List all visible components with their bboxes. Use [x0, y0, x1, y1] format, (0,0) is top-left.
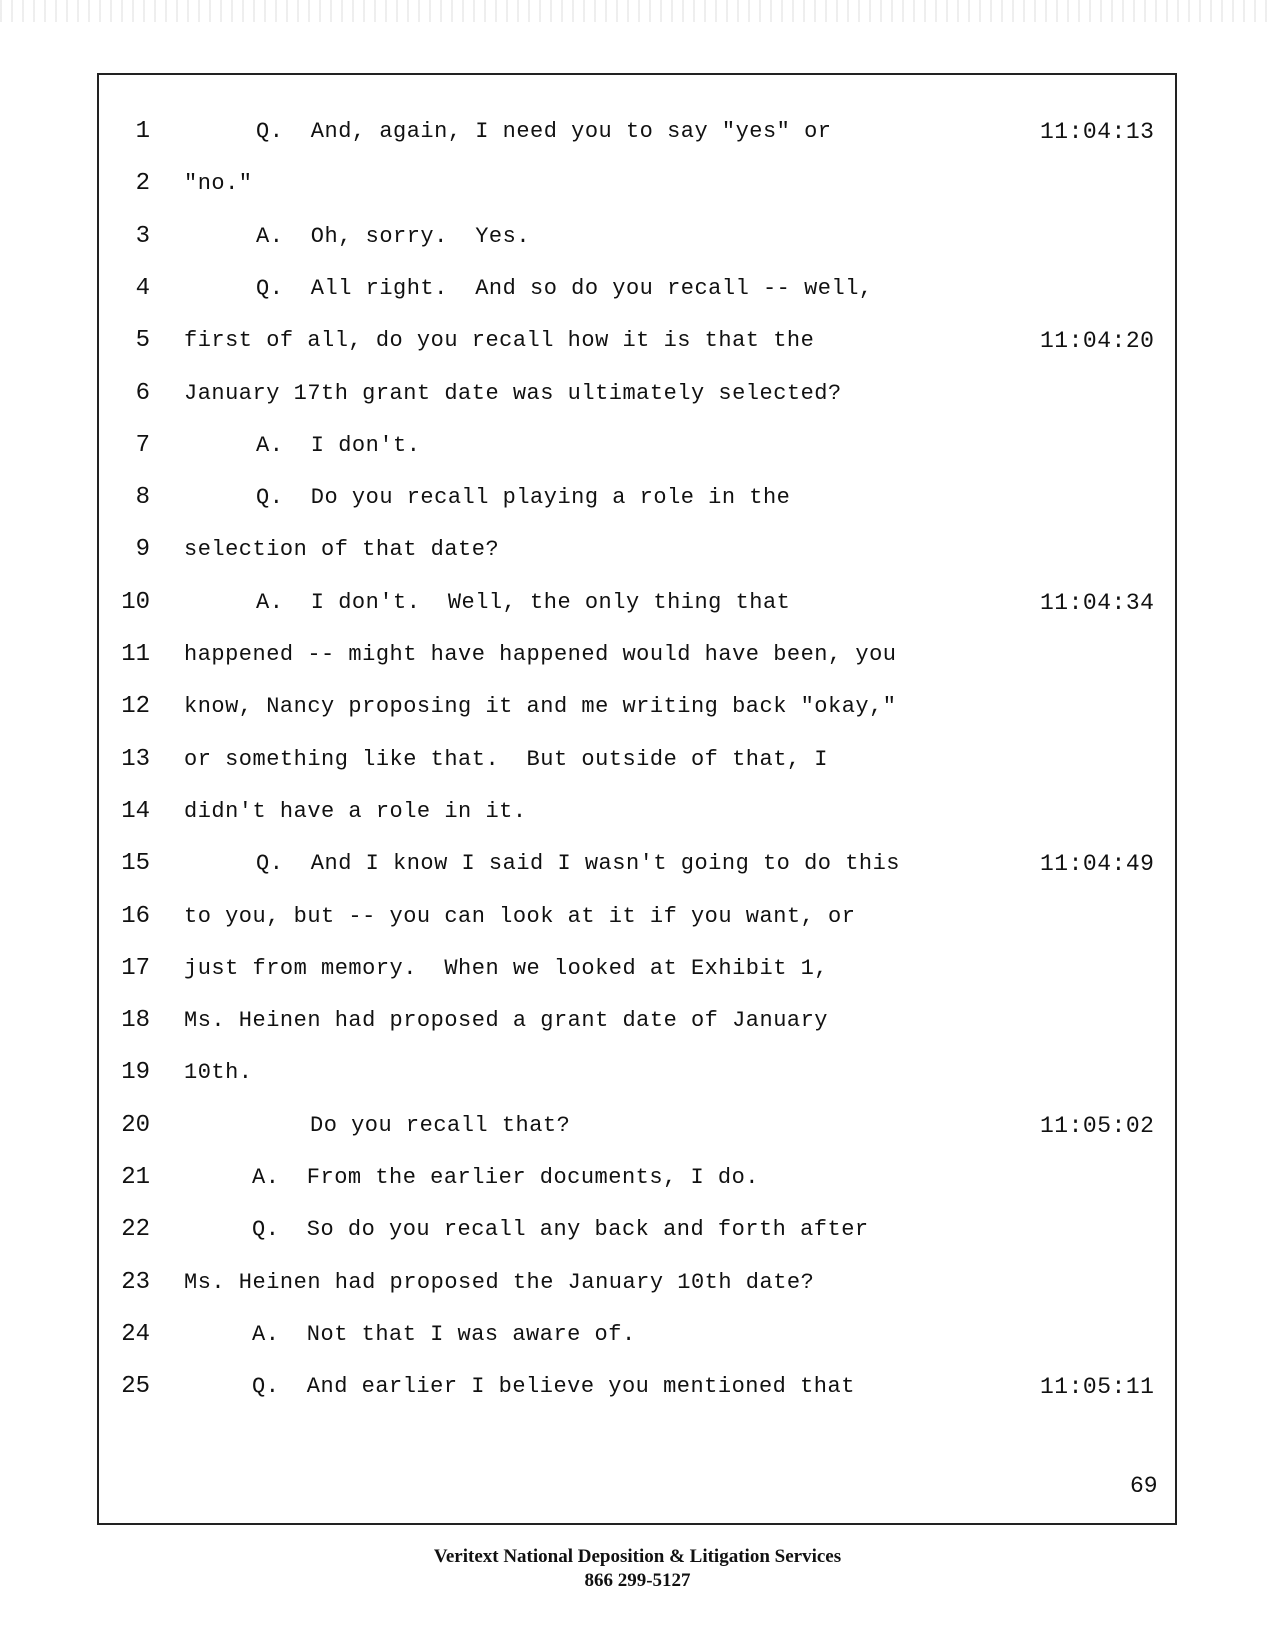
line-text: January 17th grant date was ultimately selected? — [184, 381, 842, 406]
line-text: A. Oh, sorry. Yes. — [256, 224, 531, 249]
line-text: 10th. — [184, 1060, 253, 1085]
line-number: 15 — [121, 850, 150, 877]
line-text: selection of that date? — [184, 537, 500, 562]
transcript-line — [0, 1162, 1275, 1202]
line-text: "no." — [184, 171, 253, 196]
line-text: Do you recall that? — [310, 1113, 571, 1138]
line-number: 1 — [135, 118, 150, 145]
line-text: Q. Do you recall playing a role in the — [256, 485, 791, 510]
transcript-line — [0, 587, 1275, 627]
line-text: A. I don't. — [256, 433, 421, 458]
line-number: 4 — [135, 275, 150, 302]
transcript-line — [0, 796, 1275, 836]
line-number: 10 — [121, 589, 150, 616]
footer-phone-number: 866 299-5127 — [584, 1570, 691, 1591]
scan-noise-strip — [0, 0, 1275, 22]
line-timestamp: 11:04:13 — [1040, 119, 1155, 145]
line-number: 13 — [121, 746, 150, 773]
line-number: 8 — [135, 484, 150, 511]
line-number: 2 — [135, 170, 150, 197]
line-number: 3 — [135, 223, 150, 250]
line-text: to you, but -- you can look at it if you want, or — [184, 904, 856, 929]
transcript-line — [0, 848, 1275, 888]
line-number: 11 — [121, 641, 150, 668]
transcript-line — [0, 953, 1275, 993]
line-number: 7 — [135, 432, 150, 459]
line-number: 14 — [121, 798, 150, 825]
transcript-line — [0, 1214, 1275, 1254]
line-text: Ms. Heinen had proposed the January 10th date? — [184, 1270, 815, 1295]
line-number: 18 — [121, 1007, 150, 1034]
footer-company-name: Veritext National Deposition & Litigation Services — [433, 1546, 842, 1567]
line-text: Q. So do you recall any back and forth after — [252, 1217, 869, 1242]
line-timestamp: 11:04:49 — [1040, 851, 1155, 877]
transcript-line — [0, 1319, 1275, 1359]
line-text: Ms. Heinen had proposed a grant date of January — [184, 1008, 829, 1033]
line-text: just from memory. When we looked at Exhibit 1, — [184, 956, 829, 981]
transcript-line — [0, 1371, 1275, 1411]
line-number: 16 — [121, 903, 150, 930]
page-number: 69 — [1130, 1473, 1158, 1499]
line-text: Q. And I know I said I wasn't going to do this — [256, 851, 901, 876]
line-text: know, Nancy proposing it and me writing back "okay," — [184, 694, 897, 719]
line-number: 23 — [121, 1269, 150, 1296]
line-number: 19 — [121, 1059, 150, 1086]
transcript-line — [0, 1005, 1275, 1045]
line-timestamp: 11:04:34 — [1040, 590, 1155, 616]
line-text: Q. And, again, I need you to say "yes" or — [256, 119, 832, 144]
line-text: or something like that. But outside of that, I — [184, 747, 829, 772]
line-number: 9 — [135, 536, 150, 563]
line-number: 17 — [121, 955, 150, 982]
line-text: A. Not that I was aware of. — [252, 1322, 636, 1347]
line-text: happened -- might have happened would have been, you — [184, 642, 897, 667]
line-number: 6 — [135, 380, 150, 407]
line-number: 21 — [121, 1164, 150, 1191]
line-timestamp: 11:05:11 — [1040, 1374, 1155, 1400]
transcript-line — [0, 221, 1275, 261]
transcript-line — [0, 639, 1275, 679]
line-text: Q. And earlier I believe you mentioned that — [252, 1374, 855, 1399]
transcript-line — [0, 378, 1275, 418]
transcript-line — [0, 534, 1275, 574]
line-number: 12 — [121, 693, 150, 720]
transcript-line — [0, 1110, 1275, 1150]
transcript-line — [0, 325, 1275, 365]
line-text: didn't have a role in it. — [184, 799, 527, 824]
transcript-line — [0, 744, 1275, 784]
line-number: 25 — [121, 1373, 150, 1400]
line-text: A. From the earlier documents, I do. — [252, 1165, 759, 1190]
line-number: 20 — [121, 1112, 150, 1139]
line-timestamp: 11:05:02 — [1040, 1113, 1155, 1139]
transcript-line — [0, 691, 1275, 731]
line-text: A. I don't. Well, the only thing that — [256, 590, 791, 615]
transcript-line — [0, 482, 1275, 522]
transcript-line — [0, 1057, 1275, 1097]
line-timestamp: 11:04:20 — [1040, 328, 1155, 354]
line-number: 24 — [121, 1321, 150, 1348]
transcript-line — [0, 901, 1275, 941]
line-number: 5 — [135, 327, 150, 354]
line-text: Q. All right. And so do you recall -- well, — [256, 276, 873, 301]
transcript-line — [0, 273, 1275, 313]
transcript-line — [0, 430, 1275, 470]
line-text: first of all, do you recall how it is that the — [184, 328, 815, 353]
transcript-line — [0, 1267, 1275, 1307]
transcript-line — [0, 116, 1275, 156]
line-number: 22 — [121, 1216, 150, 1243]
transcript-line — [0, 168, 1275, 208]
